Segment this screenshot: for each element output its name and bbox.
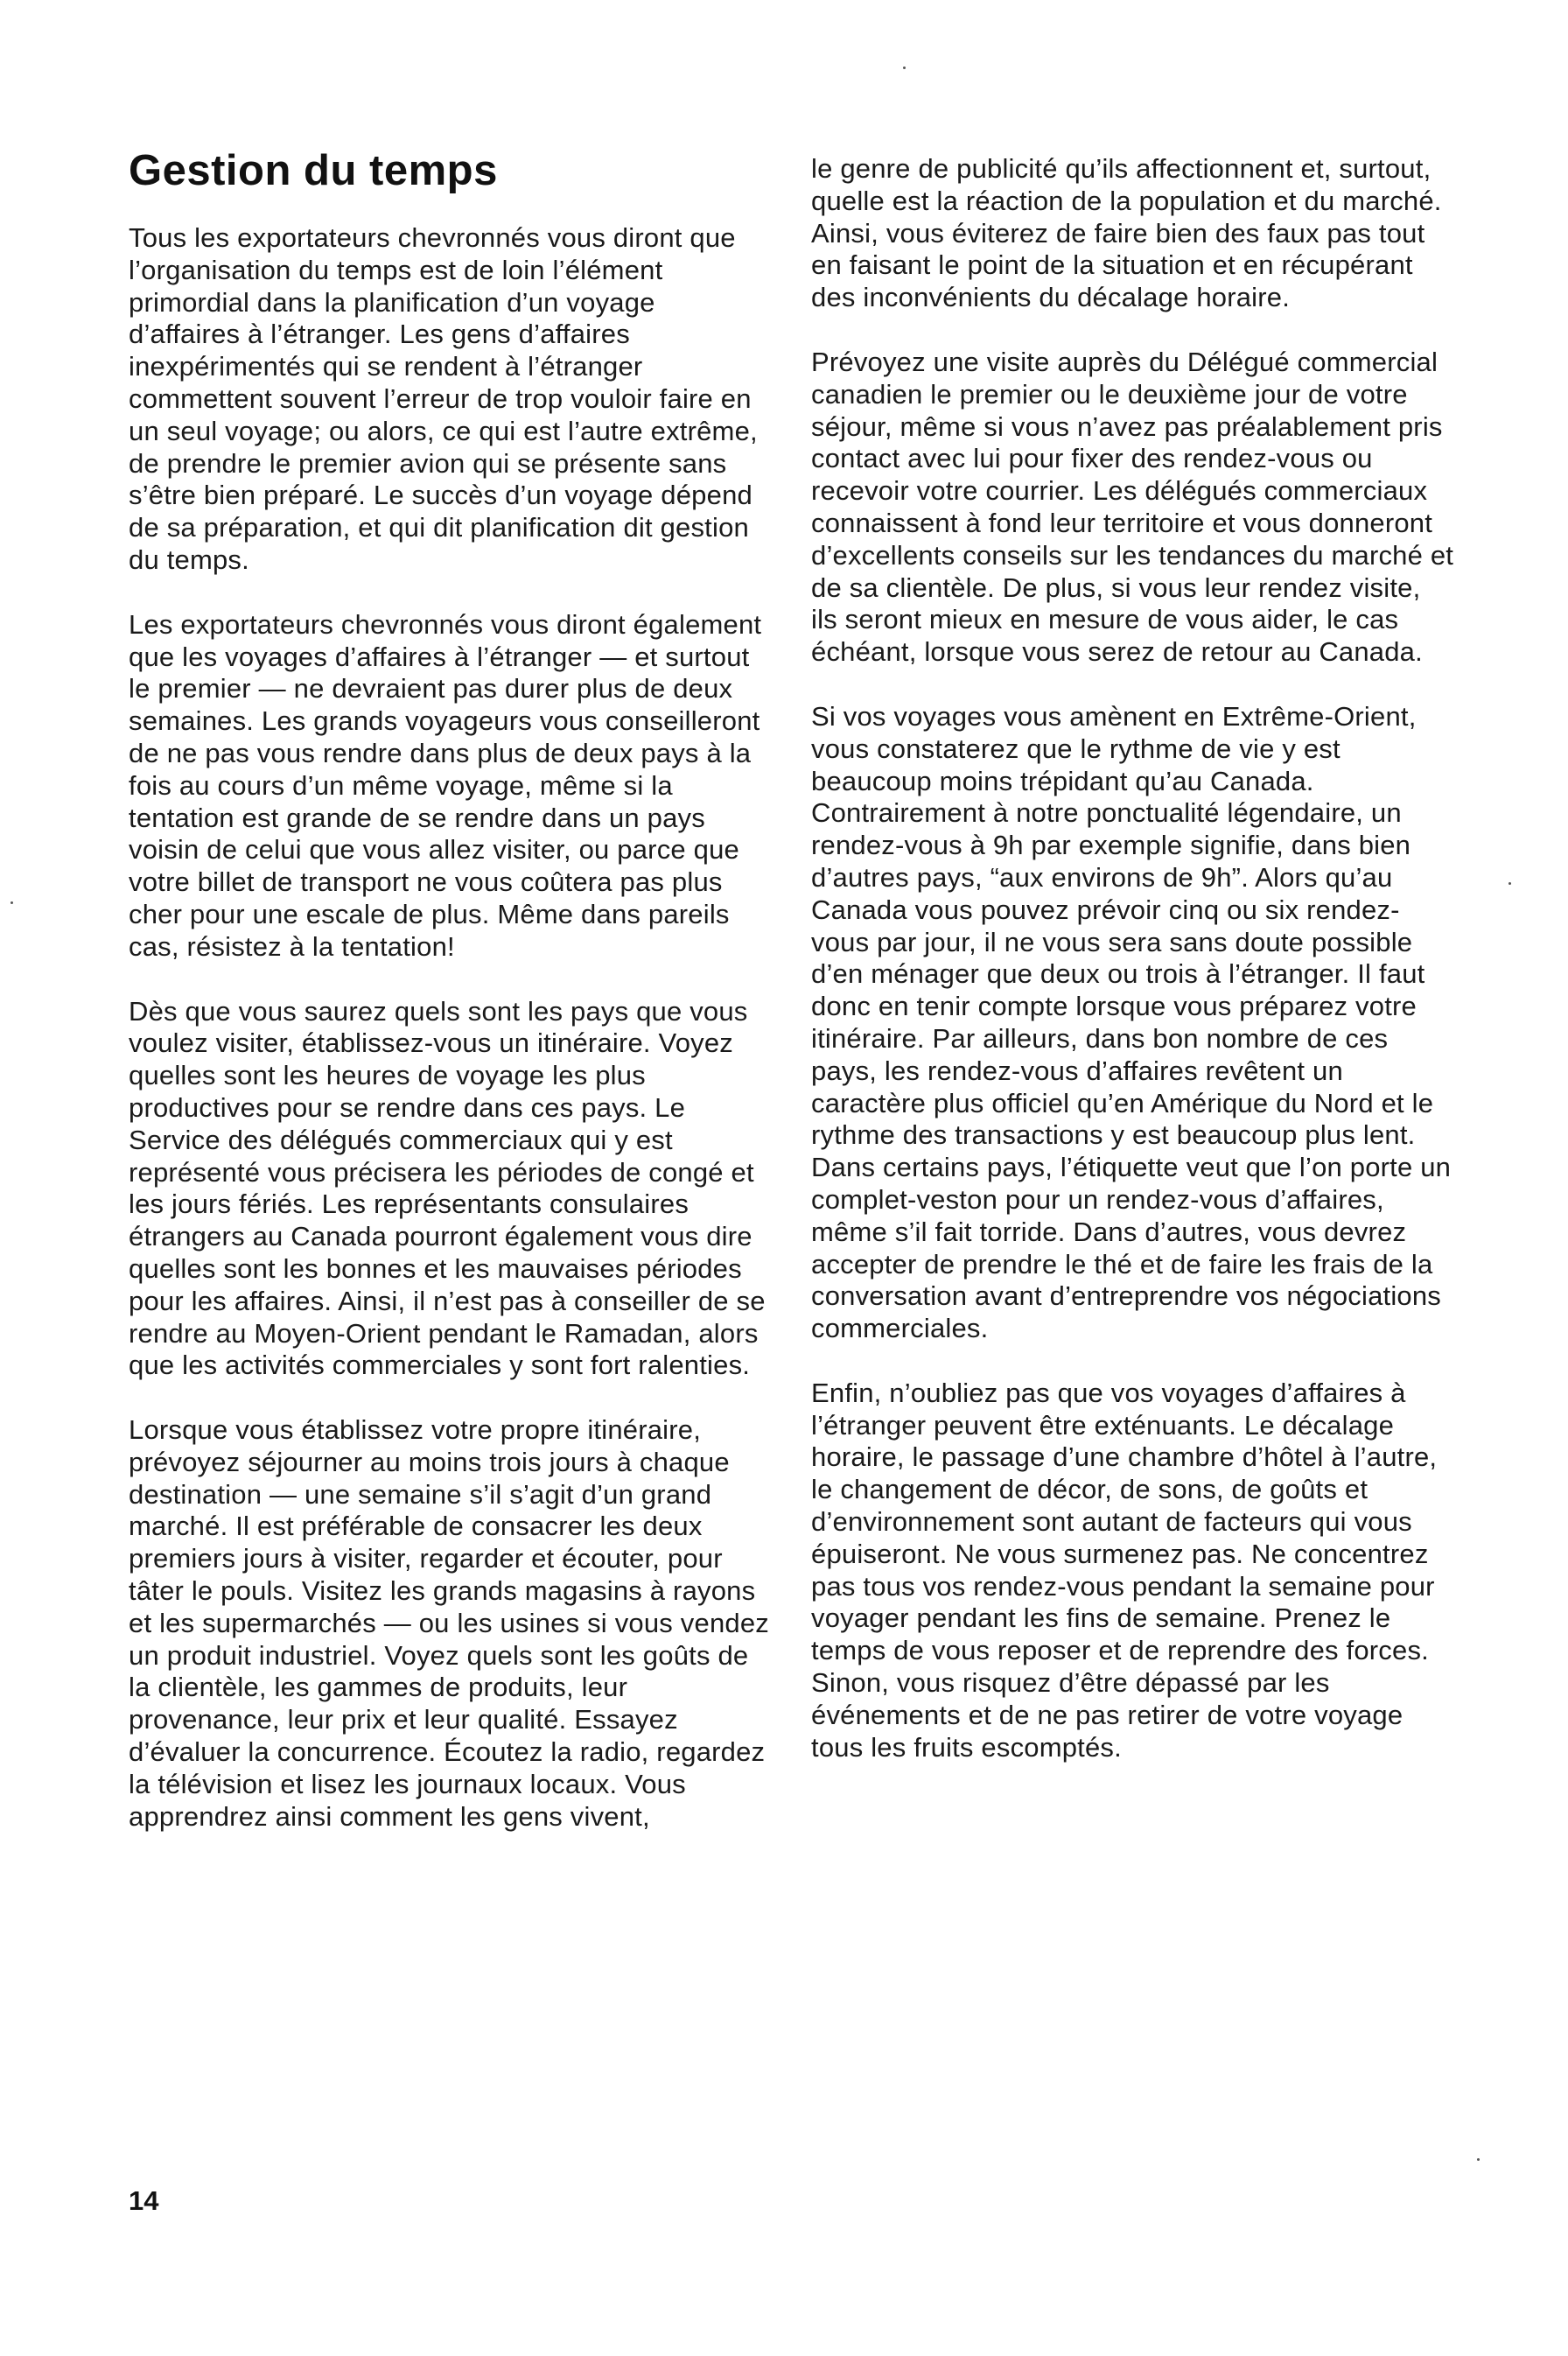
scan-speck	[1508, 882, 1511, 885]
paragraph: le genre de publicité qu’ils affectionnent et, surtout, quelle est la réaction de la population et du marché. Ainsi, vous éviterez de faire bien des faux pas tout en faisant le point de la situation et en récupérant des inconvénients du décalage horaire.	[811, 153, 1442, 313]
right-column	[811, 153, 1454, 1796]
paragraph: Les exportateurs chevronnés vous diront également que les voyages d’affaires à l’étranger — et surtout le premier — ne devraient pas durer plus de deux semaines. Les grands voyageurs vous conseilleront de ne pas vous rendre dans plus de deux pays à la fois au cours d’un même voyage, même si la tentation est grande de se rendre dans un pays voisin de celui que vous allez visiter, ou parce que votre billet de transport ne vous coûtera pas plus cher pour une escale de plus. Même dans pareils cas, résistez à la tentation!	[129, 608, 762, 962]
paragraph: Lorsque vous établissez votre propre itinéraire, prévoyez séjourner au moins trois jours à chaque destination — une semaine s’il s’agit d’un grand marché. Il est préférable de consacrer les deux premiers jours à visiter, regarder et écouter, pour tâter le pouls. Visitez les grands magasins à rayons et les supermarchés — ou les usines si vous vendez un produit industriel. Voyez quels sont les goûts de la clientèle, les gammes de produits, leur provenance, leur prix et leur qualité. Essayez d’évaluer la concurrence. Écoutez la radio, regardez la télévision et lisez les journaux locaux. Vous apprendrez ainsi comment les gens vivent,	[129, 1414, 769, 1832]
paragraph: Dès que vous saurez quels sont les pays que vous voulez visiter, établissez-vous un itinéraire. Voyez quelles sont les heures de voyage les plus productives pour se rendre dans ces pays. Le Service des délégués commerciaux qui y est représenté vous précisera les périodes de congé et les jours fériés. Les représentants consulaires étrangers au Canada pourront également vous dire quelles sont les bonnes et les mauvaises périodes pour les affaires. Ainsi, il n’est pas à conseiller de se rendre au Moyen-Orient pendant le Ramadan, alors que les activités commerciales y sont fort ralenties.	[129, 995, 766, 1381]
page-title: Gestion du temps	[129, 147, 498, 194]
page-number: 14	[129, 2185, 159, 2216]
scan-speck	[903, 67, 906, 69]
paragraph: Tous les exportateurs chevronnés vous diront que l’organisation du temps est de loin l’élément primordial dans la planification d’un voyage d’affaires à l’étranger. Les gens d’affaires inexpérimentés qui se rendent à l’étranger commettent souvent l’erreur de trop vouloir faire en un seul voyage; ou alors, ce qui est l’autre extrême, de prendre le premier avion qui se présente sans s’être bien préparé. Le succès d’un voyage dépend de sa préparation, et qui dit planification dit gestion du temps.	[129, 222, 758, 575]
left-column	[129, 147, 772, 1865]
scan-speck	[1477, 2158, 1480, 2161]
paragraph: Si vos voyages vous amènent en Extrême-Orient, vous constaterez que le rythme de vie y est beaucoup moins trépidant qu’au Canada. Contrairement à notre ponctualité légendaire, un rendez-vous à 9h par exemple signifie, dans bien d’autres pays, “aux environs de 9h”. Alors qu’au Canada vous pouvez prévoir cinq ou six rendez-vous par jour, il ne vous sera sans doute possible d’en ménager que deux ou trois à l’étranger. Il faut donc en tenir compte lorsque vous préparez votre itinéraire. Par ailleurs, dans bon nombre de ces pays, les rendez-vous d’affaires revêtent un caractère plus officiel qu’en Amérique du Nord et le rythme des transactions y est beaucoup plus lent. Dans certains pays, l’étiquette veut que l’on porte un complet-veston pour un rendez-vous d’affaires, même s’il fait torride. Dans d’autres, vous devrez accepter de prendre le thé et de faire les frais de la conversation avant d’entreprendre vos négociations commerciales.	[811, 700, 1452, 1344]
scan-speck	[10, 901, 13, 904]
paragraph: Enfin, n’oubliez pas que vos voyages d’affaires à l’étranger peuvent être exténuants. Le décalage horaire, le passage d’une chambre d’hôtel à l’autre, le changement de décor, de sons, de goûts et d’environnement sont autant de facteurs qui vous épuiseront. Ne vous surmenez pas. Ne concentrez pas tous vos rendez-vous pendant la semaine pour voyager pendant les fins de semaine. Prenez le temps de vous reposer et de reprendre des forces. Sinon, vous risquez d’être dépassé par les événements et de ne pas retirer de votre voyage tous les fruits escomptés.	[811, 1377, 1438, 1763]
paragraph: Prévoyez une visite auprès du Délégué commercial canadien le premier ou le deuxième jour de votre séjour, même si vous n’avez pas préalablement pris contact avec lui pour fixer des rendez-vous ou recevoir votre courrier. Les délégués commerciaux connaissent à fond leur territoire et vous donneront d’excellents conseils sur les tendances du marché et de sa clientèle. De plus, si vous leur rendez visite, ils seront mieux en mesure de vous aider, le cas échéant, lorsque vous serez de retour au Canada.	[811, 346, 1454, 668]
